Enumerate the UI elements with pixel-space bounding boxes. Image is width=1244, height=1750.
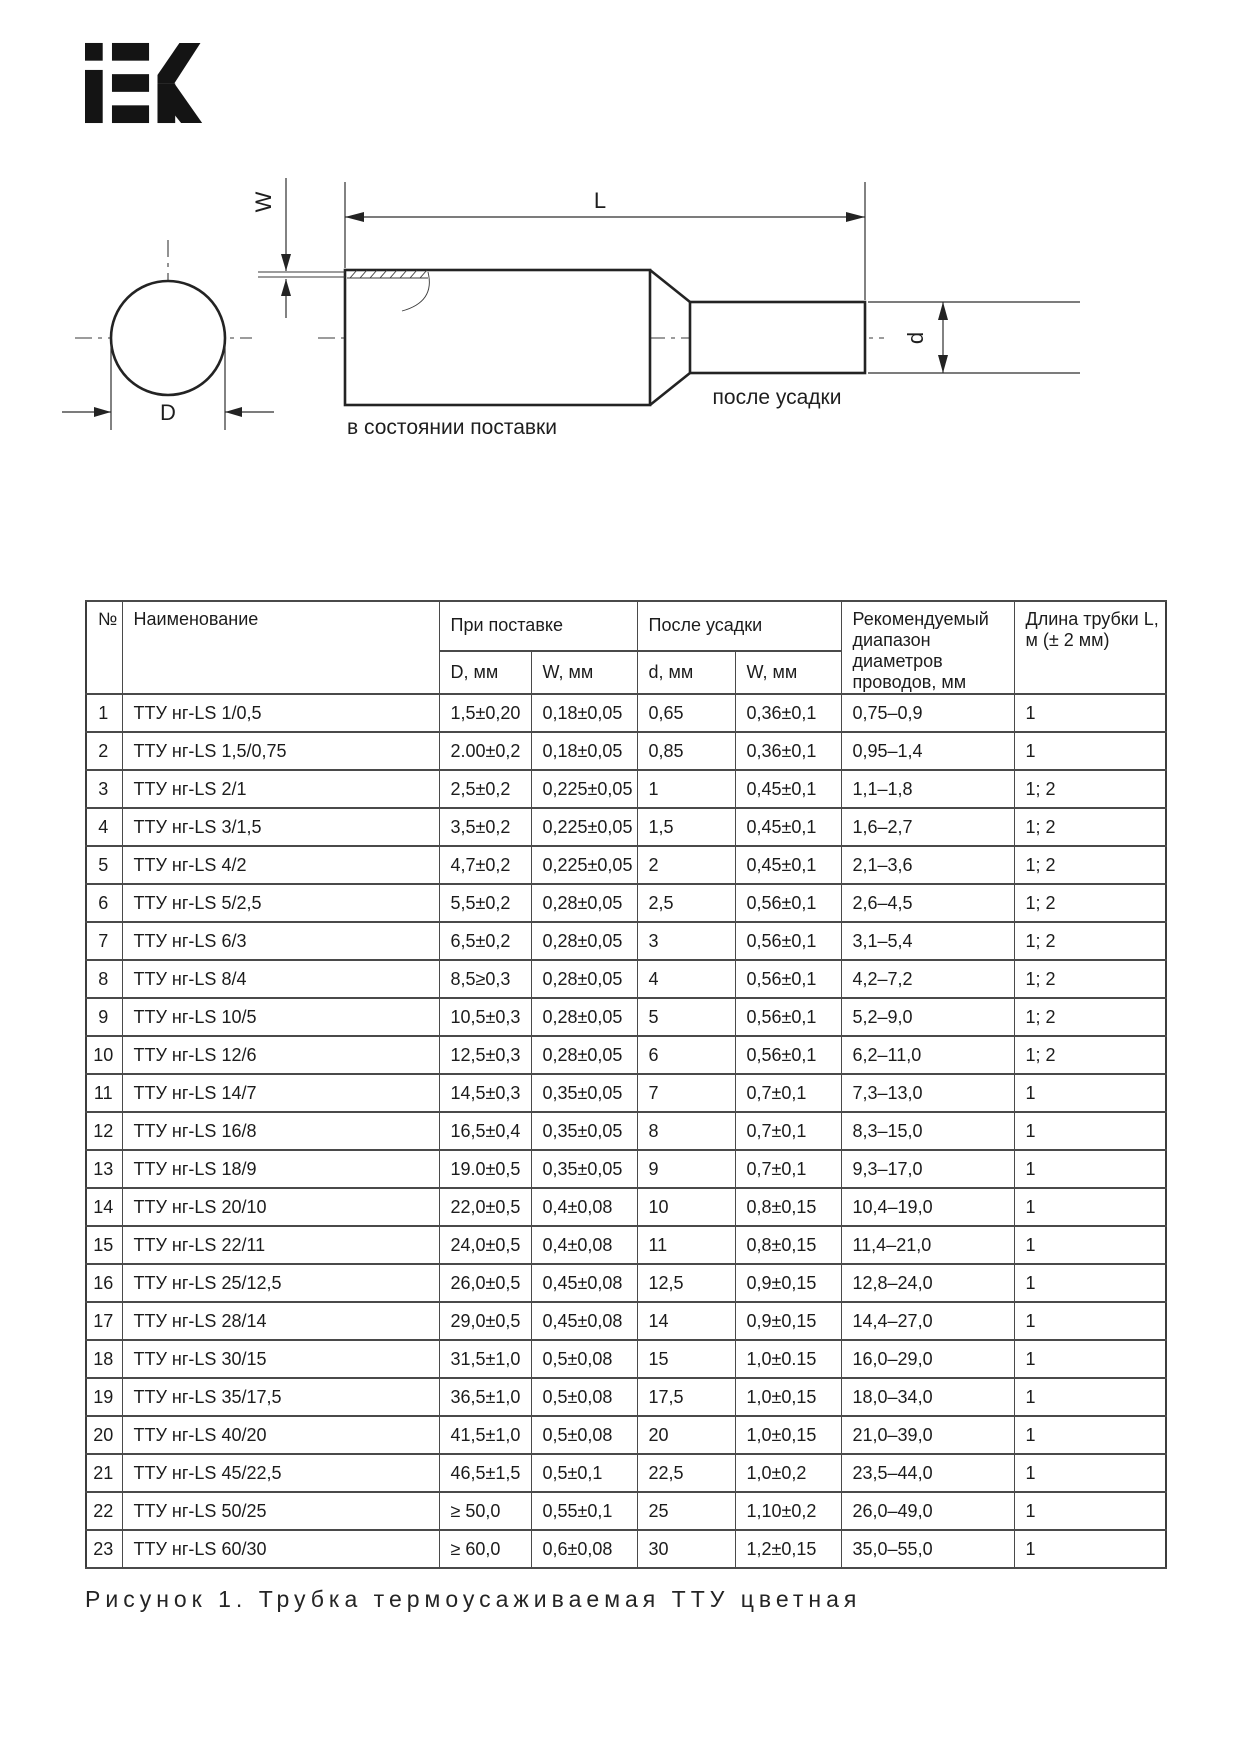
shrink-d-value: 20 [637,1416,735,1454]
wire-range-value: 35,0–55,0 [841,1530,1014,1568]
supply-d-value: 2.00±0,2 [439,732,531,770]
row-name: ТТУ нг-LS 28/14 [122,1302,439,1340]
shrink-d-value: 15 [637,1340,735,1378]
table-row [86,1340,1166,1378]
row-num: 20 [86,1416,122,1454]
wire-range-value: 8,3–15,0 [841,1112,1014,1150]
wire-range-value: 3,1–5,4 [841,922,1014,960]
tube-length-value: 1 [1014,1150,1166,1188]
table-row [86,1188,1166,1226]
row-num: 21 [86,1454,122,1492]
table-row [86,1112,1166,1150]
shrink-w-value: 0,9±0,15 [735,1302,841,1340]
wire-range-value: 4,2–7,2 [841,960,1014,998]
supply-w-value: 0,28±0,05 [531,960,637,998]
row-num: 22 [86,1492,122,1530]
supply-state-label: в состоянии поставки [347,416,557,439]
table-row [86,1226,1166,1264]
header-name: Наименование [122,601,439,694]
row-name: ТТУ нг-LS 2/1 [122,770,439,808]
supply-w-value: 0,35±0,05 [531,1074,637,1112]
shrink-w-value: 0,8±0,15 [735,1188,841,1226]
supply-w-value: 0,35±0,05 [531,1112,637,1150]
shrink-w-value: 0,45±0,1 [735,846,841,884]
row-name: ТТУ нг-LS 1/0,5 [122,694,439,732]
tube-length-value: 1; 2 [1014,960,1166,998]
row-num: 17 [86,1302,122,1340]
table-row [86,998,1166,1036]
shrink-d-value: 6 [637,1036,735,1074]
tube-length-value: 1 [1014,1112,1166,1150]
shrink-w-value: 1,0±0,2 [735,1454,841,1492]
wire-range-value: 26,0–49,0 [841,1492,1014,1530]
supply-w-value: 0,45±0,08 [531,1302,637,1340]
table-row [86,694,1166,732]
arrowhead [281,254,291,271]
supply-d-value: 16,5±0,4 [439,1112,531,1150]
row-num: 13 [86,1150,122,1188]
supply-d-value: 46,5±1,5 [439,1454,531,1492]
table-row [86,1150,1166,1188]
shrink-d-value: 12,5 [637,1264,735,1302]
row-num: 12 [86,1112,122,1150]
wire-range-value: 16,0–29,0 [841,1340,1014,1378]
supply-d-value: 26,0±0,5 [439,1264,531,1302]
taper-bottom [650,373,690,405]
row-num: 16 [86,1264,122,1302]
supply-w-value: 0,5±0,08 [531,1416,637,1454]
supply-d-value: ≥ 60,0 [439,1530,531,1568]
header-supply-group: При поставке [439,601,637,651]
shrink-w-value: 0,7±0,1 [735,1112,841,1150]
shrink-d-value: 1,5 [637,808,735,846]
shrink-w-value: 0,36±0,1 [735,732,841,770]
row-num: 7 [86,922,122,960]
tube-shrunk-body [690,302,865,373]
arrowhead [281,279,291,296]
row-name: ТТУ нг-LS 4/2 [122,846,439,884]
spec-table-header [86,601,1166,694]
spec-table [85,600,1167,1569]
wire-range-value: 2,6–4,5 [841,884,1014,922]
supply-w-value: 0,225±0,05 [531,770,637,808]
tube-length-value: 1; 2 [1014,808,1166,846]
row-name: ТТУ нг-LS 14/7 [122,1074,439,1112]
table-row [86,922,1166,960]
supply-w-value: 0,18±0,05 [531,732,637,770]
shrink-w-value: 1,0±0.15 [735,1340,841,1378]
shrink-w-value: 0,56±0,1 [735,998,841,1036]
row-name: ТТУ нг-LS 5/2,5 [122,884,439,922]
row-num: 10 [86,1036,122,1074]
shrink-d-value: 4 [637,960,735,998]
row-num: 9 [86,998,122,1036]
supply-w-value: 0,35±0,05 [531,1150,637,1188]
row-num: 1 [86,694,122,732]
wire-range-value: 6,2–11,0 [841,1036,1014,1074]
arrowhead [345,212,364,222]
table-row [86,732,1166,770]
table-row [86,1378,1166,1416]
supply-d-value: 6,5±0,2 [439,922,531,960]
row-num: 8 [86,960,122,998]
shrink-d-value: 11 [637,1226,735,1264]
dim-label-d: d [903,331,928,345]
row-name: ТТУ нг-LS 25/12,5 [122,1264,439,1302]
tube-length-value: 1; 2 [1014,1036,1166,1074]
tube-length-value: 1 [1014,1264,1166,1302]
shrink-d-value: 17,5 [637,1378,735,1416]
wire-range-value: 23,5–44,0 [841,1454,1014,1492]
supply-d-value: 36,5±1,0 [439,1378,531,1416]
wire-range-value: 9,3–17,0 [841,1150,1014,1188]
shrink-d-value: 25 [637,1492,735,1530]
row-name: ТТУ нг-LS 45/22,5 [122,1454,439,1492]
table-row [86,1036,1166,1074]
tube-length-value: 1; 2 [1014,884,1166,922]
supply-d-value: 10,5±0,3 [439,998,531,1036]
supply-w-value: 0,5±0,1 [531,1454,637,1492]
table-row [86,770,1166,808]
header-shrink-group: После усадки [637,601,841,651]
tube-length-value: 1; 2 [1014,770,1166,808]
header-supply-w: W, мм [531,651,637,694]
tube-length-value: 1 [1014,1416,1166,1454]
tube-length-value: 1 [1014,1492,1166,1530]
figure-caption: Рисунок 1. Трубка термоусаживаемая ТТУ цветная [85,1586,862,1612]
supply-d-value: 31,5±1,0 [439,1340,531,1378]
wire-range-value: 5,2–9,0 [841,998,1014,1036]
row-name: ТТУ нг-LS 10/5 [122,998,439,1036]
shrink-w-value: 0,7±0,1 [735,1150,841,1188]
shrink-d-value: 9 [637,1150,735,1188]
table-row [86,1416,1166,1454]
row-name: ТТУ нг-LS 35/17,5 [122,1378,439,1416]
row-num: 3 [86,770,122,808]
wire-range-value: 11,4–21,0 [841,1226,1014,1264]
row-name: ТТУ нг-LS 3/1,5 [122,808,439,846]
wire-range-value: 1,6–2,7 [841,808,1014,846]
header-tube-length: Длина трубки L, м (± 2 мм) [1014,601,1166,694]
tube-length-value: 1 [1014,1378,1166,1416]
row-name: ТТУ нг-LS 22/11 [122,1226,439,1264]
wire-range-value: 14,4–27,0 [841,1302,1014,1340]
tube-length-value: 1 [1014,1074,1166,1112]
row-num: 18 [86,1340,122,1378]
row-num: 14 [86,1188,122,1226]
dim-label-L: L [593,188,607,213]
arrowhead [938,355,948,373]
row-num: 15 [86,1226,122,1264]
supply-d-value: 41,5±1,0 [439,1416,531,1454]
shrink-w-value: 0,9±0,15 [735,1264,841,1302]
tube-length-value: 1 [1014,732,1166,770]
shrink-w-value: 1,10±0,2 [735,1492,841,1530]
table-row [86,1074,1166,1112]
shrink-d-value: 30 [637,1530,735,1568]
supply-d-value: 1,5±0,20 [439,694,531,732]
tube-end-view-circle [111,281,225,395]
shrink-w-value: 0,56±0,1 [735,1036,841,1074]
shrink-w-value: 0,56±0,1 [735,884,841,922]
shrink-d-value: 7 [637,1074,735,1112]
after-shrink-label: после усадки [712,386,842,409]
wire-range-value: 2,1–3,6 [841,846,1014,884]
supply-w-value: 0,28±0,05 [531,1036,637,1074]
supply-d-value: 4,7±0,2 [439,846,531,884]
shrink-w-value: 1,2±0,15 [735,1530,841,1568]
table-row [86,846,1166,884]
row-name: ТТУ нг-LS 6/3 [122,922,439,960]
row-name: ТТУ нг-LS 60/30 [122,1530,439,1568]
shrink-w-value: 1,0±0,15 [735,1378,841,1416]
tube-length-value: 1; 2 [1014,998,1166,1036]
wire-range-value: 0,95–1,4 [841,732,1014,770]
supply-w-value: 0,28±0,05 [531,884,637,922]
wire-range-value: 18,0–34,0 [841,1378,1014,1416]
supply-d-value: 2,5±0,2 [439,770,531,808]
shrink-d-value: 1 [637,770,735,808]
heat-shrink-tube-diagram [0,140,1244,490]
shrink-d-value: 10 [637,1188,735,1226]
tube-length-value: 1 [1014,1340,1166,1378]
tube-length-value: 1; 2 [1014,846,1166,884]
tube-length-value: 1 [1014,1226,1166,1264]
arrowhead [846,212,865,222]
supply-w-value: 0,6±0,08 [531,1530,637,1568]
shrink-d-value: 3 [637,922,735,960]
supply-w-value: 0,225±0,05 [531,808,637,846]
supply-w-value: 0,5±0,08 [531,1340,637,1378]
supply-w-value: 0,225±0,05 [531,846,637,884]
row-name: ТТУ нг-LS 12/6 [122,1036,439,1074]
shrink-w-value: 0,36±0,1 [735,694,841,732]
shrink-w-value: 1,0±0,15 [735,1416,841,1454]
supply-d-value: 24,0±0,5 [439,1226,531,1264]
supply-w-value: 0,28±0,05 [531,922,637,960]
row-num: 4 [86,808,122,846]
shrink-w-value: 0,8±0,15 [735,1226,841,1264]
wire-range-value: 10,4–19,0 [841,1188,1014,1226]
supply-w-value: 0,5±0,08 [531,1378,637,1416]
row-name: ТТУ нг-LS 30/15 [122,1340,439,1378]
header-supply-d: D, мм [439,651,531,694]
shrink-w-value: 0,56±0,1 [735,960,841,998]
table-row [86,884,1166,922]
dim-label-D: D [160,400,176,425]
supply-w-value: 0,55±0,1 [531,1492,637,1530]
tube-length-value: 1 [1014,1454,1166,1492]
supply-w-value: 0,18±0,05 [531,694,637,732]
row-name: ТТУ нг-LS 50/25 [122,1492,439,1530]
supply-d-value: 22,0±0,5 [439,1188,531,1226]
table-row [86,808,1166,846]
wire-range-value: 21,0–39,0 [841,1416,1014,1454]
tube-length-value: 1 [1014,1530,1166,1568]
taper-top [650,270,690,302]
supply-w-value: 0,4±0,08 [531,1188,637,1226]
shrink-d-value: 0,85 [637,732,735,770]
tube-length-value: 1 [1014,1188,1166,1226]
arrowhead [94,407,111,417]
table-row [86,1454,1166,1492]
supply-w-value: 0,45±0,08 [531,1264,637,1302]
shrink-w-value: 0,45±0,1 [735,808,841,846]
shrink-d-value: 2 [637,846,735,884]
supply-d-value: 5,5±0,2 [439,884,531,922]
dim-label-W: W [251,191,276,213]
wire-range-value: 12,8–24,0 [841,1264,1014,1302]
supply-d-value: 3,5±0,2 [439,808,531,846]
shrink-d-value: 8 [637,1112,735,1150]
header-num: № [86,601,122,694]
table-row [86,1492,1166,1530]
shrink-w-value: 0,56±0,1 [735,922,841,960]
table-row [86,960,1166,998]
arrowhead [225,407,242,417]
row-num: 11 [86,1074,122,1112]
iek-logo-graphic [85,40,203,126]
row-name: ТТУ нг-LS 20/10 [122,1188,439,1226]
row-num: 6 [86,884,122,922]
supply-d-value: 29,0±0,5 [439,1302,531,1340]
header-shrink-w: W, мм [735,651,841,694]
header-wire-range: Рекомендуемый диапазон диаметров проводов, мм [841,601,1014,694]
table-row [86,1302,1166,1340]
row-num: 23 [86,1530,122,1568]
row-name: ТТУ нг-LS 16/8 [122,1112,439,1150]
shrink-d-value: 5 [637,998,735,1036]
header-shrink-d: d, мм [637,651,735,694]
supply-d-value: 14,5±0,3 [439,1074,531,1112]
supply-w-value: 0,4±0,08 [531,1226,637,1264]
row-name: ТТУ нг-LS 18/9 [122,1150,439,1188]
tube-length-value: 1 [1014,694,1166,732]
shrink-d-value: 14 [637,1302,735,1340]
supply-d-value: 8,5≥0,3 [439,960,531,998]
wire-range-value: 1,1–1,8 [841,770,1014,808]
table-row [86,1264,1166,1302]
shrink-w-value: 0,7±0,1 [735,1074,841,1112]
supply-d-value: 19.0±0,5 [439,1150,531,1188]
tube-supply-body [345,270,650,405]
shrink-d-value: 0,65 [637,694,735,732]
arrowhead [938,302,948,320]
row-name: ТТУ нг-LS 8/4 [122,960,439,998]
shrink-d-value: 22,5 [637,1454,735,1492]
row-num: 2 [86,732,122,770]
spec-table-body [86,694,1166,1568]
supply-d-value: 12,5±0,3 [439,1036,531,1074]
iek-logo [85,40,203,126]
table-row [86,1530,1166,1568]
row-num: 19 [86,1378,122,1416]
supply-w-value: 0,28±0,05 [531,998,637,1036]
row-name: ТТУ нг-LS 1,5/0,75 [122,732,439,770]
shrink-d-value: 2,5 [637,884,735,922]
row-name: ТТУ нг-LS 40/20 [122,1416,439,1454]
tube-length-value: 1; 2 [1014,922,1166,960]
supply-d-value: ≥ 50,0 [439,1492,531,1530]
tube-length-value: 1 [1014,1302,1166,1340]
wire-range-value: 0,75–0,9 [841,694,1014,732]
wire-range-value: 7,3–13,0 [841,1074,1014,1112]
shrink-w-value: 0,45±0,1 [735,770,841,808]
row-num: 5 [86,846,122,884]
